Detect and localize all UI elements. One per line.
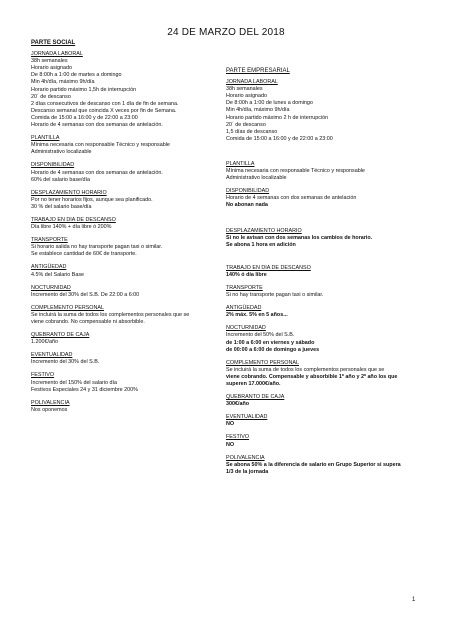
section-heading: JORNADA LABORAL — [226, 79, 278, 86]
section-text-line: Min 4h/día, máximo 9h/día — [31, 79, 95, 86]
section-heading: POLIVALENCIA — [31, 399, 70, 406]
section-heading: POLIVALENCIA — [226, 454, 265, 461]
section-block — [226, 285, 426, 299]
section-text-line: 20´ de descanso — [31, 93, 71, 100]
section-text-line: 1.200€/año — [31, 339, 58, 346]
section-text-line: 1/3 de la jornada — [226, 468, 269, 475]
section-block — [226, 455, 426, 476]
section-text-line: De 8:00h a 1:00 de martes a domingo — [31, 72, 122, 79]
page-title: 24 DE MARZO DEL 2018 — [167, 27, 285, 38]
section-text-line: 1,5 días de descanso — [226, 128, 278, 135]
section-block — [31, 135, 221, 156]
section-text-line: Se incluirá la suma de todos los complementos personales que se — [31, 311, 190, 318]
section-heading: DISPONIBILIDAD — [226, 188, 270, 195]
section-block — [31, 400, 221, 414]
section-text-line: Se abona 1 hora en adición — [226, 241, 296, 248]
section-block — [226, 228, 426, 249]
section-text-line: Si no hay transporte pagan taxi o similar. — [226, 292, 324, 299]
section-text-line: Administrativo localizable — [226, 175, 287, 182]
section-text-line: Se incluirá la suma de todos los complementos personales que se — [226, 366, 385, 373]
section-text-line: Mínima necesaria con responsable Técnico y responsable — [31, 142, 170, 149]
section-text-line: 60% del salario base/día — [31, 176, 91, 183]
section-text-line: 4.5% del Salario Base — [31, 271, 85, 278]
section-heading: QUEBRANTO DE CAJA — [226, 394, 285, 401]
section-block — [31, 237, 221, 258]
section-text-line: 20´ de descanso — [226, 121, 266, 128]
section-heading: ANTIGÜEDAD — [226, 305, 262, 312]
section-text-line: 140% ó día libre — [226, 271, 267, 278]
section-block — [226, 305, 426, 319]
section-block — [226, 414, 426, 428]
section-text-line: 38h semanales — [226, 86, 263, 93]
section-text-line: 38h semanales — [31, 58, 68, 65]
section-text-line: Incremento del 50% del S.B. — [226, 332, 295, 339]
section-heading: EVENTUALIDAD — [226, 414, 268, 421]
section-heading: PLANTILLA — [31, 135, 60, 142]
section-block — [31, 51, 221, 129]
section-block — [31, 190, 221, 211]
section-text-line: Incremento del 30% del S.B. De 22:00 a 6:00 — [31, 291, 140, 298]
section-text-line: Se establece cantidad de 60€ de transporte. — [31, 251, 137, 258]
section-block — [31, 264, 221, 278]
section-text-line: Incremento del 150% del salario día — [31, 379, 118, 386]
section-heading: COMPLEMENTO PERSONAL — [226, 359, 299, 366]
section-text-line: No abonan nada — [226, 202, 268, 209]
section-block — [226, 188, 426, 209]
section-heading: EVENTUALIDAD — [31, 352, 73, 359]
section-text-line: viene cobrando. Compensable y absorbible 1º año y 2º año los que — [226, 373, 398, 380]
parte-empresarial-column — [226, 68, 426, 482]
section-text-line: Horario de 4 semanas con dos semanas de antelación. — [31, 122, 163, 129]
parte-social-column — [31, 40, 221, 420]
section-heading: FESTIVO — [226, 434, 250, 441]
section-heading: QUEBRANTO DE CAJA — [31, 332, 90, 339]
section-text-line: Administrativo localizable — [31, 149, 92, 156]
section-text-line: Se abona 50% a la diferencia de salario en Grupo Superior si supera — [226, 461, 401, 468]
section-block — [226, 360, 426, 388]
section-text-line: Min 4h/día, máximo 9h/día — [226, 107, 290, 114]
section-block — [226, 434, 426, 448]
parte-social-title: PARTE SOCIAL — [31, 40, 76, 46]
section-text-line: de 00:00 a 6:00 de domingo a jueves — [226, 346, 320, 353]
section-heading: ANTIGÜEDAD — [31, 264, 67, 271]
section-text-line: Comida de 15:00 a 16:00 y de 22:00 a 23:00 — [226, 135, 333, 142]
section-block — [31, 372, 221, 393]
section-text-line: Horario asignado — [31, 65, 73, 72]
section-text-line: de 1:00 a 6:00 en viernes y sábado — [226, 339, 315, 346]
page-number: 1 — [412, 597, 416, 603]
section-text-line: superen 17.000€/año. — [226, 381, 281, 387]
section-text-line: 300€/año — [226, 401, 250, 408]
section-block — [31, 285, 221, 299]
section-text-line: Festivos Especiales 24 y 31 diciembre 200% — [31, 386, 138, 393]
section-heading: TRANSPORTE — [226, 284, 263, 291]
section-heading: PLANTILLA — [226, 160, 255, 167]
section-text-line: 2 días consecutivos de descanso con 1 día de fin de semana. — [31, 100, 179, 107]
section-text-line: Descanso semanal que coincida X veces por fin de Semana. — [31, 107, 177, 114]
section-heading: FESTIVO — [31, 372, 55, 379]
section-block — [226, 394, 426, 408]
section-heading: NOCTURNIDAD — [226, 325, 266, 332]
section-block — [31, 332, 221, 346]
section-block — [226, 325, 426, 353]
section-text-line: Si horario salida no hay transporte pagan taxi o similar. — [31, 244, 163, 251]
section-block — [31, 217, 221, 231]
section-block — [31, 162, 221, 183]
section-block — [31, 352, 221, 366]
section-text-line: 2% máx. 5% en 5 años... — [226, 312, 288, 319]
section-text-line: Día libre 140% + día libre ó 200% — [31, 224, 112, 231]
section-text-line: Mínima necesaria con responsable Técnico y responsable — [226, 168, 365, 175]
section-text-line: viene cobrando. No compensable ni absorbible. — [31, 319, 145, 325]
section-heading: DISPONIBILIDAD — [31, 162, 75, 169]
section-text-line: Por no tener horarios fijos, aunque sea planificado. — [31, 196, 153, 203]
section-text-line: De 8:00h a 1:00 de lunes a domingo — [226, 100, 313, 107]
section-text-line: Horario de 4 semanas con dos semanas de antelación — [226, 195, 357, 202]
section-text-line: Horario asignado — [226, 93, 268, 100]
section-heading: TRABAJO EN DIA DE DESCANSO — [31, 216, 116, 223]
section-heading: NOCTURNIDAD — [31, 284, 71, 291]
section-text-line: Si no le avisan con dos semanas los cambios de horario. — [226, 234, 373, 241]
section-text-line: Nos oponemos — [31, 406, 68, 413]
parte-empresarial-title: PARTE EMPRESARIAL — [226, 68, 290, 74]
section-block — [226, 265, 426, 279]
section-text-line: Comida de 15:00 a 16:00 y de 22:00 a 23:00 — [31, 114, 138, 121]
section-block — [226, 79, 426, 143]
section-heading: TRABAJO EN DIA DE DESCANSO — [226, 264, 311, 271]
section-heading: JORNADA LABORAL — [31, 51, 83, 58]
section-block — [226, 161, 426, 182]
section-heading: DESPLAZAMIENTO HORARIO — [31, 189, 107, 196]
section-text-line: Horario partido máximo 1,5h de interrupción — [31, 86, 137, 93]
section-text-line: Incremento del 30% del S.B. — [31, 359, 100, 366]
section-heading: TRANSPORTE — [31, 237, 68, 244]
section-heading: COMPLEMENTO PERSONAL — [31, 304, 104, 311]
section-heading: DESPLAZAMIENTO HORARIO — [226, 227, 302, 234]
section-text-line: NO — [226, 441, 235, 448]
section-text-line: 30 % del salario base/día — [31, 203, 92, 210]
section-text-line: NO — [226, 421, 235, 428]
section-block — [31, 305, 221, 326]
section-text-line: Horario de 4 semanas con dos semanas de antelación. — [31, 169, 163, 176]
section-text-line: Horario partido máximo 2 h de interrupción — [226, 114, 329, 121]
